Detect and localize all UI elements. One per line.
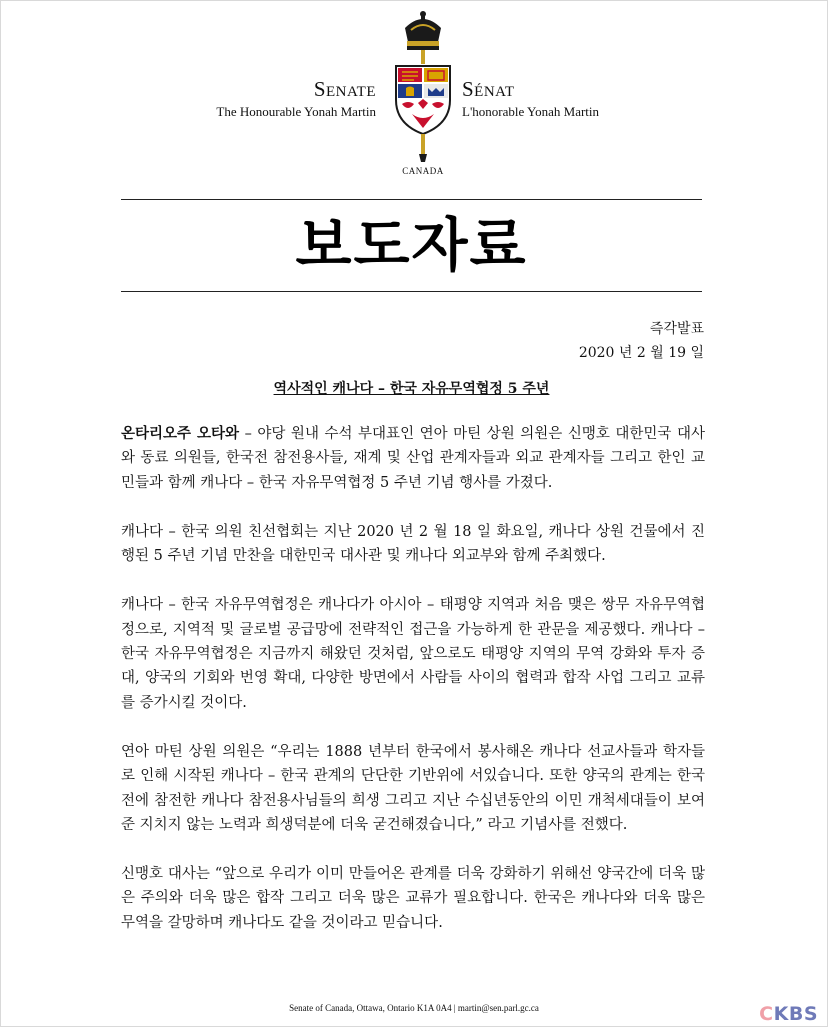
watermark-rest: KBS xyxy=(773,1003,818,1025)
dateline-place: 온타리오주 오타와 xyxy=(121,426,240,442)
letterhead-right xyxy=(462,77,599,121)
paragraph-1 xyxy=(121,422,705,495)
senate-crest-icon xyxy=(390,8,456,164)
paragraph-4: 연아 마틴 상원 의원은 “우리는 1888 년부터 한국에서 봉사해온 캐나다 선교사들과 학자들로 인해 시작된 캐나다 – 한국 관계의 단단한 기반위에 서있습니다. 또한 양국의 관계는 한국전에 참전한 캐나다 참전용사님들의 희생 그리고 지난 수십년동안의 이민 개척세대들이 보여준 지치지 않는 노력과 희생덕분에 더욱 굳건해졌습니다,” 라고 기념사를 전했다. xyxy=(121,743,705,833)
paragraph-1-text: – 야당 원내 수석 부대표인 연아 마틴 상원 의원은 신맹호 대한민국 대사와 동료 의원들, 한국전 참전용사들, 재계 및 산업 관계자들과 외교 관계자들 그리고 한인 교민들과 함께 캐나다 – 한국 자유무역협정 5 주년 기념 행사를 가졌다. xyxy=(121,426,705,491)
article-body xyxy=(121,422,705,960)
paragraph-5: 신맹호 대사는 “앞으로 우리가 이미 만들어온 관계를 더욱 강화하기 위해선 양국간에 더욱 많은 주의와 더욱 많은 합작 그리고 더욱 많은 교류가 필요합니다. 한국은 캐나다와 더욱 많은 무역을 갈망하며 캐나다도 같을 것이라고 믿습니다. xyxy=(121,866,705,931)
press-release-headline: 보도자료 xyxy=(295,211,528,279)
footer-contact: Senate of Canada, Ottawa, Ontario K1A 0A4 | martin@sen.parl.gc.ca xyxy=(289,1003,539,1013)
senator-name-en: The Honourable Yonah Martin xyxy=(216,104,376,119)
crest-caption: CANADA xyxy=(402,166,444,176)
watermark-c: C xyxy=(759,1003,774,1025)
headline-rule-bottom xyxy=(121,291,702,292)
release-type: 즉각발표 xyxy=(649,321,704,337)
headline-rule-top xyxy=(121,199,702,200)
senator-name-fr: L'honorable Yonah Martin xyxy=(462,104,600,119)
letterhead-left xyxy=(216,77,376,121)
senate-title-en: Senate xyxy=(313,77,376,101)
paragraph-2: 캐나다 – 한국 의원 친선협회는 지난 2020 년 2 월 18 일 화요일, 캐나다 상원 건물에서 진행된 5 주년 기념 만찬을 대한민국 대사관 및 캐나다 외교부와 함께 주최했다. xyxy=(121,523,705,565)
article-title: 역사적인 캐나다 – 한국 자유무역협정 5 주년 xyxy=(273,381,550,397)
senate-title-fr: Sénat xyxy=(462,77,515,101)
release-date: 2020 년 2 월 19 일 xyxy=(578,345,704,361)
release-meta xyxy=(579,317,704,365)
paragraph-3: 캐나다 – 한국 자유무역협정은 캐나다가 아시아 – 태평양 지역과 처음 맺은 쌍무 자유무역협정으로, 지역적 및 글로벌 공급망에 전략적인 접근을 가능하게 한 관문을 제공했다. 캐나다 – 한국 자유무역협정은 지금까지 해왔던 것처럼, 앞으로도 태평양 지역의 무역 강화와 투자 증대, 양국의 기회와 번영 확대, 다양한 방면에서 사람들 사이의 협력과 합작 사업 그리고 교류를 증가시킬 것이다. xyxy=(121,597,705,711)
ckbs-watermark xyxy=(759,1003,818,1025)
